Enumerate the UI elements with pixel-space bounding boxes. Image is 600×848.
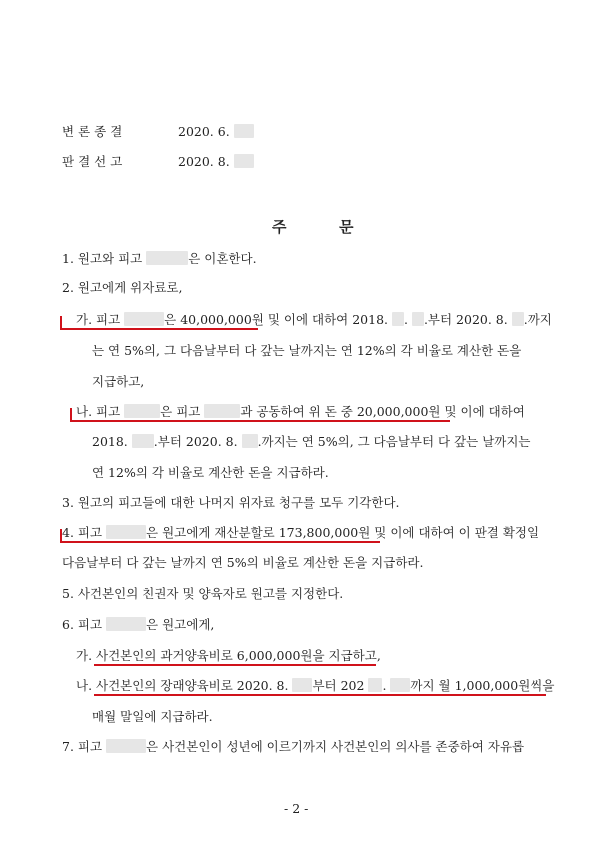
redacted-block [292, 678, 312, 692]
item-2b-text: .부터 2020. 8. [153, 434, 238, 449]
redacted-block [412, 312, 424, 326]
redacted-block [124, 312, 164, 326]
red-underline [70, 420, 450, 422]
red-underline [94, 694, 546, 696]
redacted-block [368, 678, 382, 692]
item-2b-line-2 [92, 433, 531, 451]
item-2a-text: 가. 피고 [76, 312, 121, 327]
item-2b-line-3: 연 12%의 각 비율로 계산한 돈을 지급하라. [92, 465, 329, 480]
item-4-line-2: 다음날부터 다 갚는 날까지 연 5%의 비율로 계산한 돈을 지급하라. [62, 555, 424, 570]
item-2a-line-1 [76, 311, 552, 329]
item-6-text: 은 원고에게, [146, 617, 215, 632]
item-1 [62, 250, 257, 268]
item-2a-text: 은 40,000,000원 및 이에 대하여 2018. [164, 312, 388, 327]
redacted-block [132, 434, 154, 448]
item-2a-line-2: 는 연 5%의, 그 다음날부터 다 갚는 날까지는 연 12%의 각 비율로 계산한 돈을 [92, 343, 522, 358]
item-2a-text: . [403, 312, 408, 327]
redacted-block [242, 434, 258, 448]
redacted-block [234, 124, 254, 138]
item-6b-text: . [382, 678, 387, 693]
item-4-line-1 [62, 524, 539, 542]
item-2b-text: .까지는 연 5%의, 그 다음날부터 다 갚는 날까지는 [257, 434, 531, 449]
verdict-label: 판결선고 [62, 154, 127, 169]
redacted-block [124, 404, 160, 418]
redacted-block [106, 525, 146, 539]
red-underline-tick [60, 529, 62, 543]
item-6b-line-1 [76, 677, 554, 695]
redacted-block [392, 312, 404, 326]
redacted-block [390, 678, 410, 692]
red-underline [60, 328, 258, 330]
item-3: 3. 원고의 피고들에 대한 나머지 위자료 청구를 모두 기각한다. [62, 495, 400, 510]
item-2: 2. 원고에게 위자료로, [62, 280, 183, 295]
red-underline [94, 664, 376, 666]
redacted-block [106, 617, 146, 631]
item-4-text: 은 원고에게 재산분할로 173,800,000원 및 이에 대하여 이 판결 확정일 [146, 525, 540, 540]
item-1-prefix: 1. 원고와 피고 [62, 251, 143, 266]
title-left: 주 [272, 218, 287, 236]
item-6b-text: 나. 사건본인의 장래양육비로 2020. 8. [76, 678, 289, 693]
redacted-block [204, 404, 240, 418]
item-2b-text: 은 피고 [160, 404, 201, 419]
red-underline-tick [70, 408, 72, 422]
debate-end-date [178, 123, 254, 141]
item-7-text: 은 사건본인이 성년에 이르기까지 사건본인의 의사를 존중하여 자유롭 [146, 739, 525, 754]
item-4-text: 4. 피고 [62, 525, 103, 540]
redacted-block [146, 251, 188, 265]
item-2a-text: .부터 2020. 8. [423, 312, 508, 327]
item-7-line-1 [62, 738, 524, 756]
redacted-block [106, 739, 146, 753]
item-6-text: 6. 피고 [62, 617, 103, 632]
item-2b-text: 나. 피고 [76, 404, 121, 419]
redacted-block [512, 312, 524, 326]
item-1-suffix: 은 이혼한다. [188, 251, 257, 266]
page-number: - 2 - [284, 801, 309, 816]
debate-end-label: 변론종결 [62, 124, 127, 139]
redacted-block [234, 154, 254, 168]
item-6a: 가. 사건본인의 과거양육비로 6,000,000원을 지급하고, [76, 648, 381, 663]
verdict-date [178, 153, 254, 171]
red-underline-tick [60, 316, 62, 330]
item-2b-text: 과 공동하여 위 돈 중 20,000,000원 및 이에 대하여 [240, 404, 525, 419]
item-6b-text: 까지 월 1,000,000원씩을 [410, 678, 555, 693]
item-7-text: 7. 피고 [62, 739, 103, 754]
item-2b-text: 2018. [92, 434, 128, 449]
title-right: 문 [338, 218, 354, 236]
verdict-date-text: 2020. 8. [178, 154, 230, 169]
item-2b-line-1 [76, 403, 525, 421]
debate-end-date-text: 2020. 6. [178, 124, 230, 139]
item-2a-text: .까지 [523, 312, 552, 327]
item-5: 5. 사건본인의 친권자 및 양육자로 원고를 지정한다. [62, 586, 344, 601]
item-6-line-1 [62, 616, 214, 634]
item-2a-line-3: 지급하고, [92, 374, 145, 389]
section-title [272, 218, 353, 236]
red-underline [60, 541, 380, 543]
item-6b-line-2: 매월 말일에 지급하라. [92, 709, 213, 724]
item-6b-text: 부터 202 [312, 678, 365, 693]
